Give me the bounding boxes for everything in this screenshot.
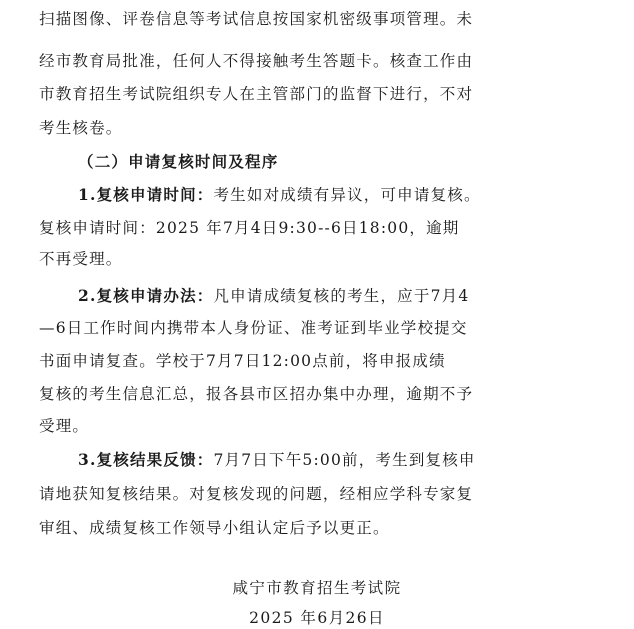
item2-line-4: 复核的考生信息汇总，报各县市区招办集中办理，逾期不予 <box>39 385 474 403</box>
signature-organization: 咸宁市教育招生考试院 <box>232 579 402 597</box>
signature-date: 2025 年6月26日 <box>249 609 385 627</box>
item2-line-1-text: 凡申请成绩复核的考生，应于7月4 <box>213 287 470 305</box>
item1-line-2: 复核申请时间：2025 年7月4日9:30--6日18:00，逾期 <box>39 219 460 237</box>
item1-line-1-text: 考生如对成绩有异议，可申请复核。 <box>213 186 481 204</box>
item3-line-3: 审组、成绩复核工作领导小组认定后予以更正。 <box>39 519 390 537</box>
paragraph-top-line-4: 考生核卷。 <box>39 119 123 137</box>
item1-line-3: 不再受理。 <box>39 250 123 268</box>
paragraph-top-line-2: 经市教育局批准，任何人不得接触考生答题卡。核查工作由 <box>39 52 474 70</box>
item3-label: 3.复核结果反馈： <box>78 450 214 469</box>
item3-line-1-text: 7月7日下午5:00前，考生到复核申 <box>213 451 476 469</box>
item1-label: 1.复核申请时间： <box>78 185 214 204</box>
item1-line-1 <box>78 185 481 205</box>
item3-line-2: 请地获知复核结果。对复核发现的问题，经相应学科专家复 <box>39 485 474 503</box>
item2-line-2: —6日工作时间内携带本人身份证、准考证到毕业学校提交 <box>39 319 468 337</box>
item2-line-5: 受理。 <box>39 417 90 435</box>
item2-label: 2.复核申请办法： <box>78 286 214 305</box>
paragraph-top-line-3: 市教育招生考试院组织专人在主管部门的监督下进行，不对 <box>39 85 474 103</box>
item2-line-1 <box>78 286 469 306</box>
paragraph-top-line-1: 扫描图像、评卷信息等考试信息按国家机密级事项管理。未 <box>39 10 474 28</box>
item2-line-3: 书面申请复查。学校于7月7日12:00点前，将申报成绩 <box>39 352 446 370</box>
item3-line-1 <box>78 450 476 470</box>
section-heading: （二）申请复核时间及程序 <box>78 152 279 171</box>
